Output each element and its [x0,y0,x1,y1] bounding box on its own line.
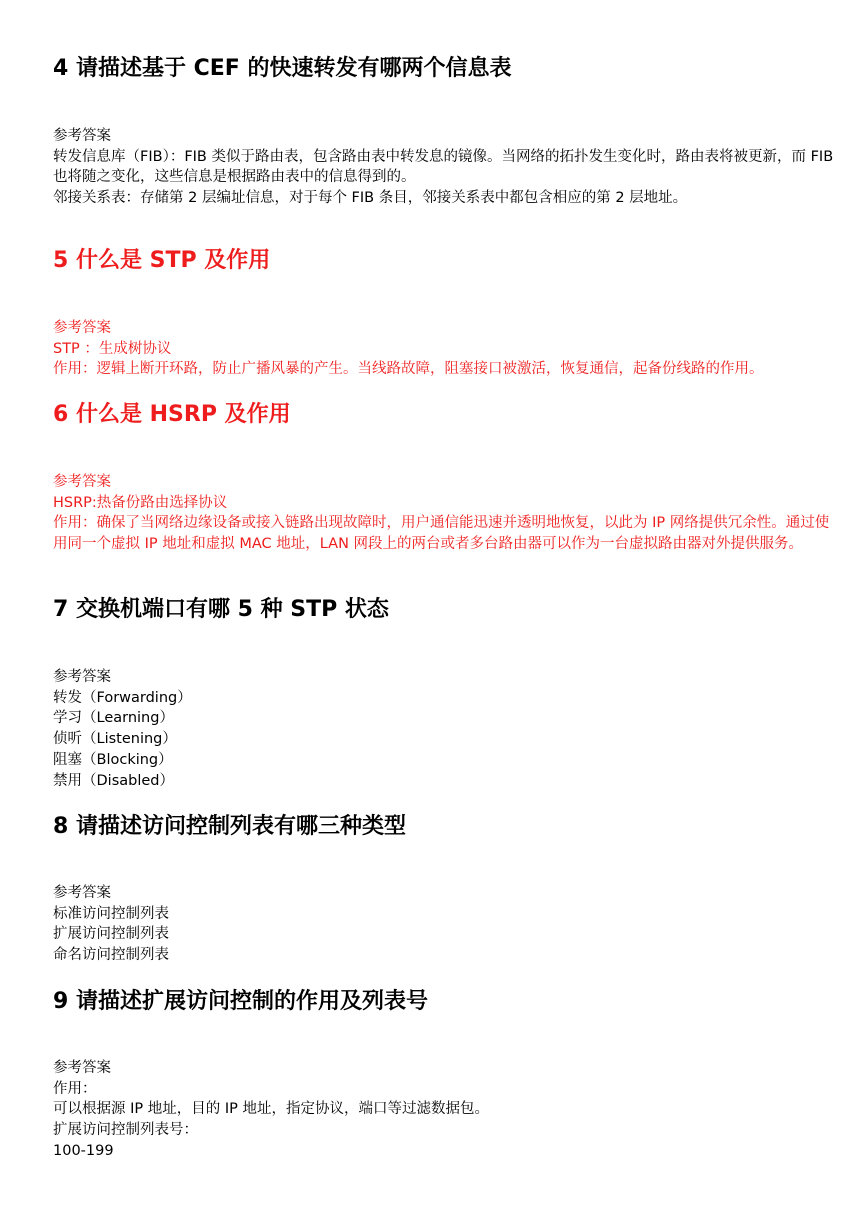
question-title: 6 什么是 HSRP 及作用 [53,402,291,427]
answer-label: 参考答案 [53,669,111,685]
answer-block [53,472,843,555]
answer-line: 100-199 [53,1142,114,1159]
answer-label: 参考答案 [53,474,111,490]
answer-label: 参考答案 [53,128,111,144]
question-title: 4 请描述基于 CEF 的快速转发有哪两个信息表 [53,56,512,81]
answer-block [53,318,843,380]
question-section [53,987,843,1017]
answer-block [53,883,843,966]
question-section [53,246,843,276]
answer-line: 作用： [53,1080,97,1097]
answer-line: 转发（Forwarding） [53,689,192,706]
answer-line: STP ：生成树协议 [53,340,172,357]
question-section [53,812,843,842]
answer-line: 可以根据源 IP 地址，目的 IP 地址，指定协议，端口等过滤数据包。 [53,1101,489,1118]
answer-line: 扩展访问控制列表 [53,926,169,943]
answer-line: 邻接关系表：存储第 2 层编址信息，对于每个 FIB 条目，邻接关系表中都包含相应的第 2 层地址。 [53,190,688,207]
answer-block [53,126,843,209]
question-title: 8 请描述访问控制列表有哪三种类型 [53,814,406,839]
answer-line: 命名访问控制列表 [53,947,169,964]
answer-block [53,1058,843,1162]
answer-line: 侦听（Listening） [53,731,177,748]
answer-label: 参考答案 [53,885,111,901]
question-section [53,400,843,430]
answer-line: 作用：逻辑上断开环路，防止广播风暴的产生。当线路故障，阻塞接口被激活，恢复通信，起备份线路的作用。 [53,361,764,378]
question-title: 7 交换机端口有哪 5 种 STP 状态 [53,597,389,622]
question-title: 9 请描述扩展访问控制的作用及列表号 [53,989,428,1014]
question-title: 5 什么是 STP 及作用 [53,248,271,273]
answer-line: HSRP:热备份路由选择协议 [53,494,228,511]
answer-line: 转发信息库（FIB）：FIB 类似于路由表，包含路由表中转发息的镜像。当网络的拓扑发生变化时，路由表将被更新，而 FIB 也将随之变化，这些信息是根据路由表中的信息得到的。 [53,148,834,186]
question-section [53,54,843,84]
answer-line: 标准访问控制列表 [53,905,169,922]
answer-label: 参考答案 [53,1060,111,1076]
answer-line: 阻塞（Blocking） [53,751,173,768]
answer-block [53,667,843,791]
answer-line: 禁用（Disabled） [53,772,174,789]
answer-line: 作用：确保了当网络边缘设备或接入链路出现故障时，用户通信能迅速并透明地恢复，以此为 IP 网络提供冗余性。通过使用同一个虚拟 IP 地址和虚拟 MAC 地址，LAN 网段上的两台或者多台路由器可以作为一台虚拟路由器对外提供服务。 [53,515,830,553]
answer-line: 扩展访问控制列表号： [53,1122,198,1139]
question-section [53,595,843,625]
answer-label: 参考答案 [53,320,111,336]
answer-line: 学习（Learning） [53,710,174,727]
